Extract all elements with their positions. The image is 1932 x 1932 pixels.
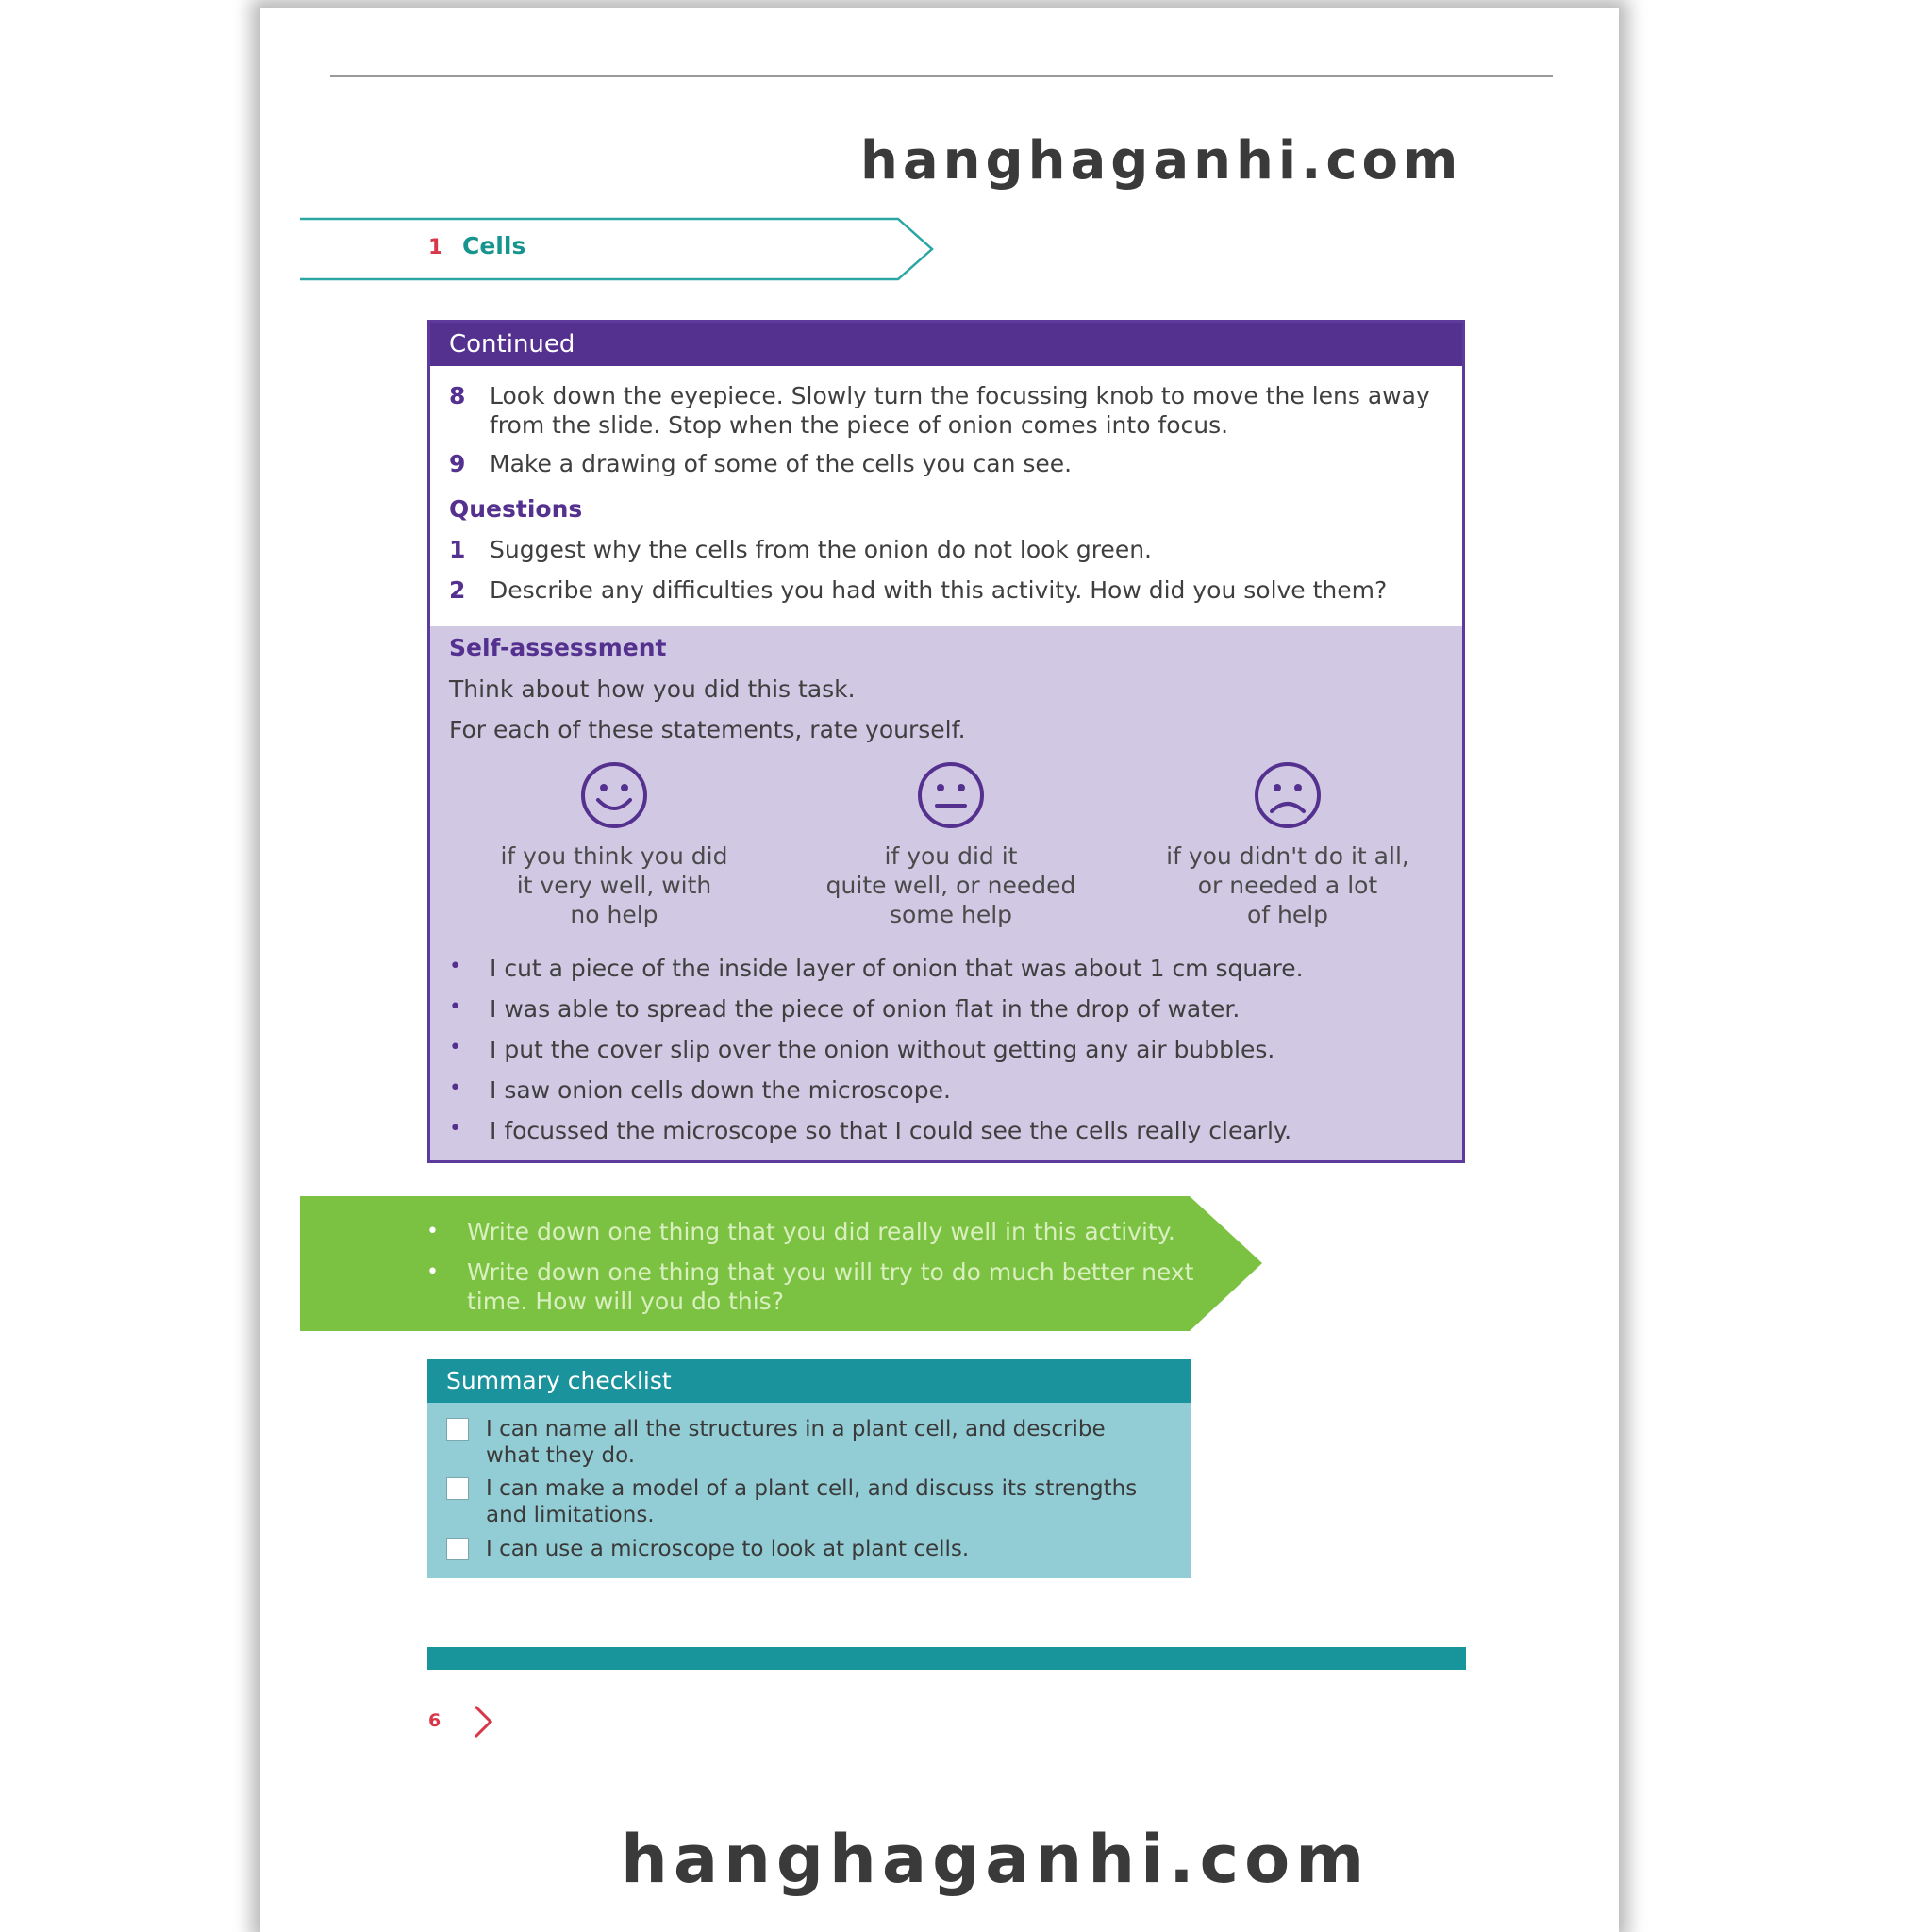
statement-text: I saw onion cells down the microscope. (490, 1076, 951, 1104)
watermark-top: hanghaganhi.com (860, 130, 1463, 192)
reflection-banner (300, 1196, 1262, 1331)
rating-caption-poor (1146, 841, 1429, 929)
step-number: 8 (449, 382, 466, 409)
statement-text: I put the cover slip over the onion without getting any air bubbles. (490, 1036, 1275, 1063)
checkbox[interactable] (446, 1538, 469, 1560)
checkbox[interactable] (446, 1477, 469, 1500)
self-assessment-heading: Self-assessment (449, 634, 667, 661)
bullet-icon: • (449, 1036, 461, 1059)
chapter-tab-outline (300, 217, 938, 281)
watermark-bottom: hanghaganhi.com (621, 1821, 1371, 1898)
bullet-icon: • (449, 995, 461, 1019)
checklist-text: I can use a microscope to look at plant cells. (486, 1537, 970, 1561)
chevron-right-icon[interactable] (472, 1704, 494, 1740)
statement-text: I was able to spread the piece of onion flat in the drop of water. (490, 995, 1241, 1023)
statement-text: I cut a piece of the inside layer of onion that was about 1 cm square. (490, 955, 1304, 982)
page-number: 6 (428, 1710, 441, 1731)
bullet-icon: • (449, 1076, 461, 1100)
caption-line: it very well, with (516, 872, 712, 899)
bullet-icon: • (426, 1220, 439, 1243)
smiley-face-icon (579, 760, 649, 830)
checkbox[interactable] (446, 1418, 469, 1441)
activity-body (430, 366, 1462, 626)
activity-box (427, 320, 1465, 1163)
statement-text: I focussed the microscope so that I could see the cells really clearly. (490, 1117, 1292, 1144)
neutral-face-icon (916, 760, 986, 830)
checklist-text: I can make a model of a plant cell, and discuss its strengths and limitations. (486, 1476, 1138, 1527)
sad-face-icon (1253, 760, 1323, 830)
chapter-tab (300, 217, 938, 281)
question-text: Describe any difficulties you had with this activity. How did you solve them? (490, 576, 1388, 604)
chapter-title: Cells (462, 232, 526, 259)
question-number: 1 (449, 536, 466, 563)
bullet-icon: • (449, 955, 461, 978)
bullet-icon: • (426, 1260, 439, 1284)
self-assessment-intro: Think about how you did this task. (449, 675, 856, 703)
activity-header: Continued (430, 323, 1462, 366)
summary-header: Summary checklist (427, 1359, 1191, 1403)
footer-bar (427, 1647, 1466, 1670)
questions-heading: Questions (449, 495, 583, 523)
caption-line: or needed a lot (1197, 872, 1378, 899)
self-assessment-instruction: For each of these statements, rate yourself. (449, 716, 966, 743)
self-assessment-panel (430, 626, 1462, 1160)
rating-caption-good (473, 841, 756, 929)
reflection-text: Write down one thing that you did really well in this activity. (467, 1218, 1175, 1245)
chapter-number: 1 (428, 236, 443, 259)
caption-line: if you didn't do it all, (1166, 842, 1409, 870)
checklist-text: I can name all the structures in a plant cell, and describe what they do. (486, 1417, 1106, 1468)
summary-checklist (427, 1359, 1191, 1578)
reflection-text: Write down one thing that you will try to do much better next time. How will you do this? (467, 1258, 1194, 1315)
caption-line: quite well, or needed (825, 872, 1076, 899)
caption-line: some help (889, 901, 1013, 928)
step-number: 9 (449, 450, 466, 477)
caption-line: no help (570, 901, 658, 928)
step-text: Make a drawing of some of the cells you can see. (490, 450, 1073, 477)
rating-caption-ok (809, 841, 1092, 929)
top-rule (330, 75, 1553, 77)
caption-line: of help (1246, 901, 1329, 928)
bullet-icon: • (449, 1117, 461, 1141)
caption-line: if you think you did (500, 842, 728, 870)
step-text: Look down the eyepiece. Slowly turn the focussing knob to move the lens away from the slide. Stop when the piece of onion comes into focus. (490, 382, 1430, 439)
caption-line: if you did it (884, 842, 1018, 870)
question-text: Suggest why the cells from the onion do not look green. (490, 536, 1152, 563)
question-number: 2 (449, 576, 466, 604)
